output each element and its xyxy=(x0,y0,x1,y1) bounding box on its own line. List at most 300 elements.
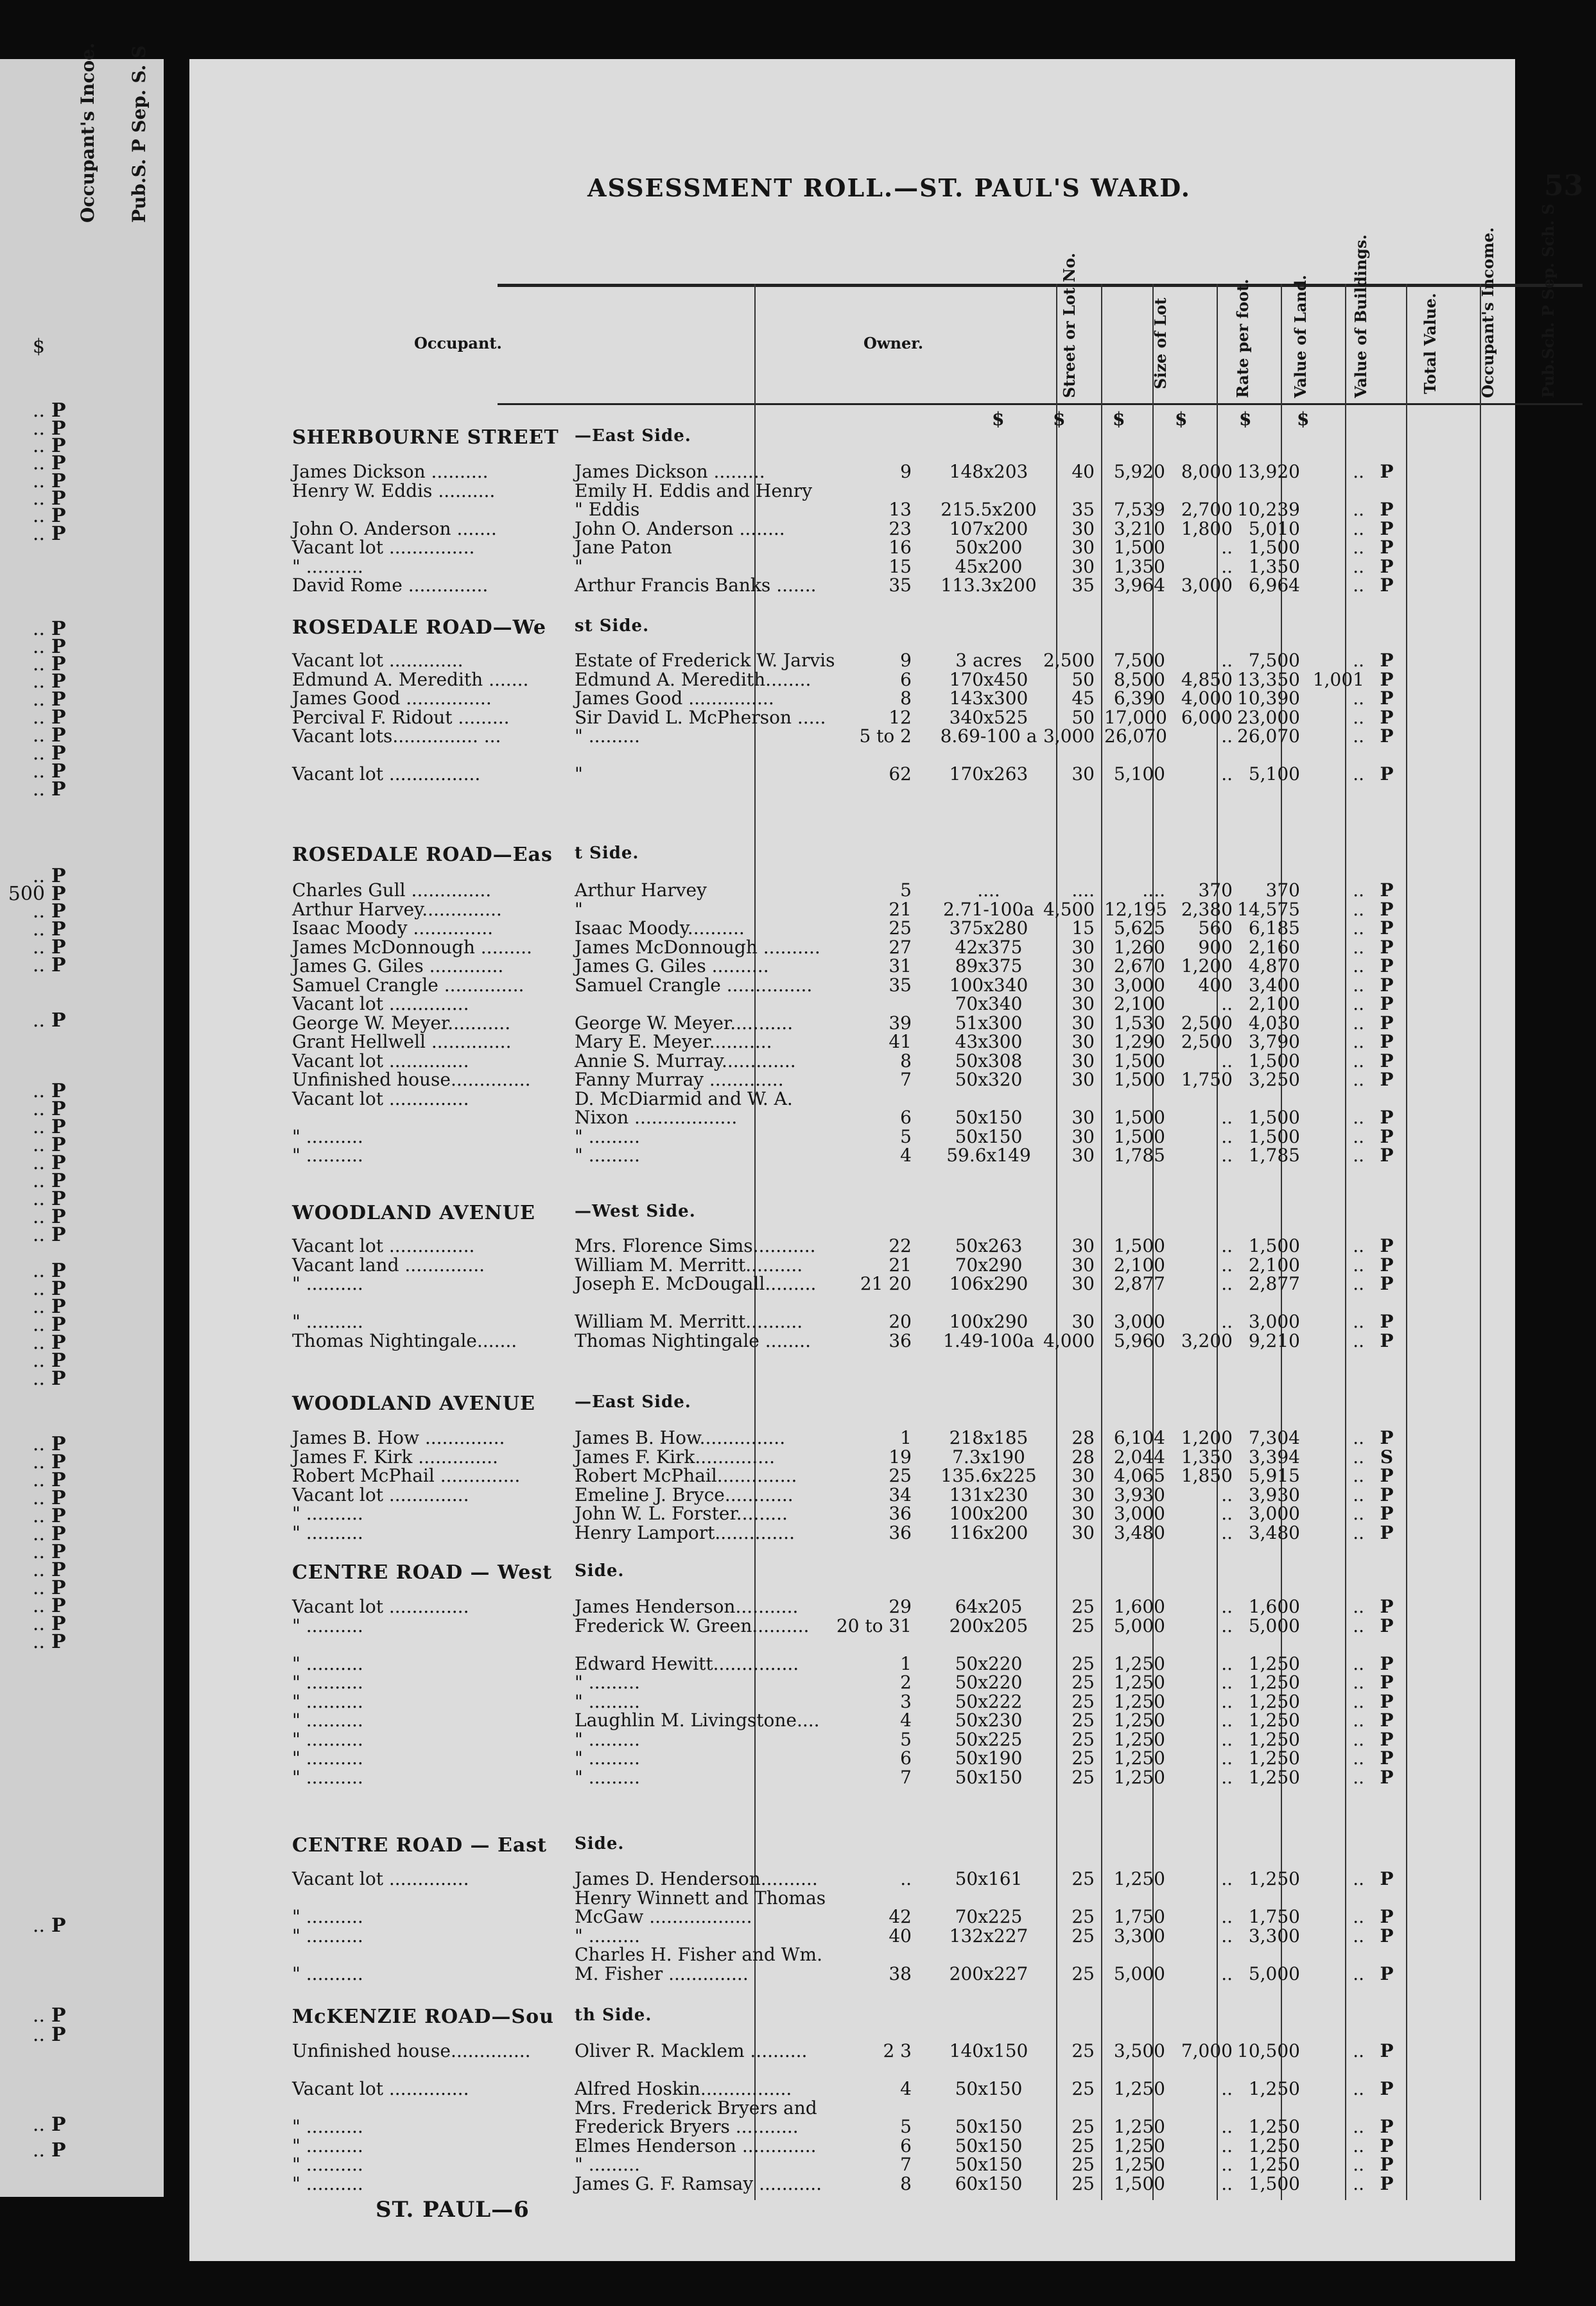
school-support-cell: P xyxy=(1380,725,1394,747)
left-dots: .. xyxy=(32,1595,45,1617)
total-value-cell: 3,250 xyxy=(1248,1069,1300,1090)
income-cell: .. xyxy=(1353,1615,1364,1636)
building-value-cell: .. xyxy=(1221,1766,1233,1788)
left-school-code: P xyxy=(51,670,66,693)
lot-number-cell: 2 3 xyxy=(883,2040,912,2061)
owner-cell: James G. Giles .......... xyxy=(575,955,769,976)
left-dots: .. xyxy=(32,1080,45,1102)
owner-cell: James B. How............... xyxy=(575,1427,786,1448)
left-school-code: P xyxy=(51,900,66,923)
left-dots: .. xyxy=(32,1469,45,1491)
dollar-sign: $ xyxy=(1053,408,1066,429)
school-support-cell: P xyxy=(1380,955,1394,976)
income-cell: .. xyxy=(1353,1273,1364,1294)
land-value-cell: 1,290 xyxy=(1113,1031,1165,1052)
left-dots: .. xyxy=(32,618,45,640)
building-value-cell: .. xyxy=(1221,2154,1233,2175)
land-value-cell: 1,250 xyxy=(1113,1868,1165,1889)
left-school-code: P xyxy=(51,1469,66,1491)
owner-cell: Nixon .................. xyxy=(575,1107,738,1128)
left-school-code: P xyxy=(51,1367,66,1390)
building-value-cell: 370 xyxy=(1198,880,1233,901)
left-school-code: P xyxy=(51,399,66,422)
school-support-cell: P xyxy=(1380,2116,1394,2137)
owner-cell: Edward Hewitt............... xyxy=(575,1652,799,1674)
total-value-cell: 7,500 xyxy=(1248,650,1300,671)
owner-cell: M. Fisher .............. xyxy=(575,1963,749,1984)
left-school-code: P xyxy=(51,1541,66,1563)
lot-size-cell: 375x280 xyxy=(949,917,1028,939)
table-row xyxy=(189,900,1515,919)
col-header-total: Total Value. xyxy=(1421,293,1439,394)
table-row xyxy=(189,1711,1515,1730)
land-value-cell: 8,500 xyxy=(1113,668,1165,690)
rate-cell: 30 xyxy=(1071,993,1095,1014)
col-header-school: Pub.Sch. P Sep. Sch. S xyxy=(1539,204,1557,398)
owner-cell: Annie S. Murray............. xyxy=(575,1050,796,1071)
rate-cell: 30 xyxy=(1071,1521,1095,1543)
occupant-cell: David Rome .............. xyxy=(292,575,489,596)
lot-size-cell: 51x300 xyxy=(955,1012,1023,1034)
table-row xyxy=(189,1274,1515,1294)
building-value-cell: .. xyxy=(1221,1652,1233,1674)
school-support-cell: P xyxy=(1380,974,1394,996)
school-support-cell: P xyxy=(1380,1868,1394,1889)
occupant-cell: Unfinished house.............. xyxy=(292,2040,531,2061)
section-side: —West Side. xyxy=(575,1202,696,1221)
income-cell: .. xyxy=(1353,499,1364,520)
school-support-cell: P xyxy=(1380,1615,1394,1636)
school-support-cell: P xyxy=(1380,2135,1394,2156)
left-income: 500 xyxy=(8,883,45,905)
lot-number-cell: 7 xyxy=(900,1766,912,1788)
table-row xyxy=(189,1768,1515,1787)
land-value-cell: 1,250 xyxy=(1113,1672,1165,1693)
income-cell: .. xyxy=(1353,1766,1364,1788)
lot-size-cell: 107x200 xyxy=(949,517,1028,539)
table-row xyxy=(189,1673,1515,1692)
lot-number-cell: 5 xyxy=(900,1125,912,1147)
left-school-code: P xyxy=(51,936,66,958)
land-value-cell: 3,000 xyxy=(1113,1503,1165,1524)
lot-number-cell: 4 xyxy=(900,1145,912,1166)
building-value-cell: 4,000 xyxy=(1181,688,1233,709)
occupant-cell: James McDonnough ......... xyxy=(292,936,532,958)
left-page-row xyxy=(0,636,154,658)
school-support-cell: P xyxy=(1380,1690,1394,1712)
total-value-cell: 1,250 xyxy=(1248,1690,1300,1712)
left-dots: .. xyxy=(32,1152,45,1174)
occupant-cell: " .......... xyxy=(292,1963,363,1984)
school-support-cell: P xyxy=(1380,763,1394,785)
school-support-cell: P xyxy=(1380,1031,1394,1052)
lot-size-cell: 70x225 xyxy=(955,1906,1023,1927)
section-street: ROSEDALE ROAD—We xyxy=(292,616,546,639)
building-value-cell: 1,800 xyxy=(1181,517,1233,539)
left-school-code: P xyxy=(51,505,66,527)
building-value-cell: .. xyxy=(1221,1125,1233,1147)
rate-cell: 50 xyxy=(1071,668,1095,690)
rate-cell: 30 xyxy=(1071,1465,1095,1486)
owner-cell: Alfred Hoskin................ xyxy=(575,2078,792,2099)
col-header-lot: Street or Lot No. xyxy=(1060,252,1079,398)
rate-cell: 25 xyxy=(1071,1728,1095,1750)
section-heading xyxy=(292,1561,625,1584)
land-value-cell: 1,500 xyxy=(1113,1125,1165,1147)
left-school-code: P xyxy=(51,618,66,640)
occupant-cell: Samuel Crangle .............. xyxy=(292,974,525,996)
school-support-cell: P xyxy=(1380,461,1394,482)
land-value-cell: 6,390 xyxy=(1113,688,1165,709)
left-dots: .. xyxy=(32,1313,45,1336)
left-dots: .. xyxy=(32,1613,45,1635)
building-value-cell: .. xyxy=(1221,1747,1233,1769)
school-support-cell: P xyxy=(1380,1906,1394,1927)
building-value-cell: 3,000 xyxy=(1181,575,1233,596)
school-support-cell: P xyxy=(1380,555,1394,577)
left-page-row xyxy=(0,1631,154,1653)
table-row xyxy=(189,1466,1515,1486)
col-header-occupant: Occupant. xyxy=(414,334,502,352)
occupant-cell: " .......... xyxy=(292,1728,363,1750)
left-school-code: P xyxy=(51,2139,66,2162)
left-page-row xyxy=(0,900,154,923)
owner-cell: Henry Lamport.............. xyxy=(575,1521,795,1543)
occupant-cell: Vacant lot ................ xyxy=(292,763,481,785)
lot-number-cell: 5 xyxy=(900,2116,912,2137)
school-support-cell: P xyxy=(1380,1050,1394,1071)
table-row xyxy=(189,1331,1515,1351)
school-support-cell: P xyxy=(1380,1330,1394,1351)
school-support-cell: P xyxy=(1380,917,1394,939)
left-page-row xyxy=(0,1349,154,1372)
lot-size-cell: 340x525 xyxy=(949,706,1028,728)
lot-size-cell: 50x222 xyxy=(955,1690,1023,1712)
occupant-cell: James Dickson .......... xyxy=(292,461,489,482)
total-value-cell: 1,250 xyxy=(1248,2116,1300,2137)
lot-number-cell: 7 xyxy=(900,2154,912,2175)
left-page-row xyxy=(0,742,154,765)
land-value-cell: 3,300 xyxy=(1113,1925,1165,1946)
lot-number-cell: 8 xyxy=(900,1050,912,1071)
lot-number-cell: 40 xyxy=(889,1925,912,1946)
total-value-cell: 1,250 xyxy=(1248,2154,1300,2175)
school-support-cell: P xyxy=(1380,1254,1394,1276)
total-value-cell: 14,575 xyxy=(1237,898,1300,920)
owner-cell: William M. Merritt.......... xyxy=(575,1311,803,1332)
lot-size-cell: 116x200 xyxy=(949,1521,1028,1543)
left-dots: .. xyxy=(32,1098,45,1120)
lot-number-cell: 2 xyxy=(900,1672,912,1693)
occupant-cell: " .......... xyxy=(292,1766,363,1788)
building-value-cell: 1,200 xyxy=(1181,955,1233,976)
left-school-code: P xyxy=(51,470,66,492)
occupant-cell: James Good ............... xyxy=(292,688,492,709)
left-page-row xyxy=(0,1367,154,1390)
owner-cell: Fanny Murray ............. xyxy=(575,1069,784,1090)
lot-size-cell: 50x150 xyxy=(955,1766,1023,1788)
left-school-code: P xyxy=(51,706,66,729)
land-value-cell: 3,210 xyxy=(1113,517,1165,539)
left-dots: .. xyxy=(32,865,45,887)
table-row xyxy=(189,881,1515,900)
land-value-cell: 1,350 xyxy=(1113,555,1165,577)
total-value-cell: 4,870 xyxy=(1248,955,1300,976)
left-page-row xyxy=(0,1080,154,1102)
land-value-cell: 1,250 xyxy=(1113,2116,1165,2137)
rate-cell: 35 xyxy=(1071,499,1095,520)
occupant-cell: " .......... xyxy=(292,1710,363,1731)
table-row xyxy=(189,1127,1515,1147)
left-page-row xyxy=(0,417,154,440)
land-value-cell: 1,250 xyxy=(1113,1710,1165,1731)
owner-cell: Joseph E. McDougall......... xyxy=(575,1273,817,1294)
land-value-cell: 1,250 xyxy=(1113,1747,1165,1769)
lot-number-cell: 36 xyxy=(889,1521,912,1543)
income-cell: .. xyxy=(1353,575,1364,596)
signature-footer: ST. PAUL—6 xyxy=(376,2197,530,2223)
lot-number-cell: 35 xyxy=(889,974,912,996)
school-support-cell: P xyxy=(1380,688,1394,709)
lot-number-cell: 1 xyxy=(900,1652,912,1674)
lot-number-cell: 21 xyxy=(889,1254,912,1276)
school-support-cell: P xyxy=(1380,1012,1394,1034)
left-dots: .. xyxy=(32,1331,45,1354)
left-school-code: P xyxy=(51,1098,66,1120)
land-value-cell: 5,000 xyxy=(1113,1963,1165,1984)
left-page-row xyxy=(0,1098,154,1120)
total-value-cell: 1,500 xyxy=(1248,1107,1300,1128)
occupant-cell: Edmund A. Meredith ....... xyxy=(292,668,529,690)
owner-cell: Edmund A. Meredith........ xyxy=(575,668,811,690)
lot-number-cell: 9 xyxy=(900,461,912,482)
total-value-cell: 1,750 xyxy=(1248,1906,1300,1927)
owner-cell: William M. Merritt.......... xyxy=(575,1254,803,1276)
table-row xyxy=(189,938,1515,957)
land-value-cell: 1,250 xyxy=(1113,1728,1165,1750)
lot-number-cell: 13 xyxy=(889,499,912,520)
occupant-cell: " .......... xyxy=(292,555,363,577)
table-row xyxy=(189,1654,1515,1674)
lot-number-cell: 1 xyxy=(900,1427,912,1448)
rate-cell: 25 xyxy=(1071,1710,1095,1731)
left-school-code: P xyxy=(51,1559,66,1581)
income-cell: .. xyxy=(1353,1069,1364,1090)
income-cell: .. xyxy=(1353,1596,1364,1617)
left-school-code: P xyxy=(51,1349,66,1372)
income-cell: .. xyxy=(1353,763,1364,785)
income-cell: .. xyxy=(1353,1747,1364,1769)
owner-cell: James F. Kirk.............. xyxy=(575,1446,776,1468)
owner-cell: " xyxy=(575,898,583,920)
owner-cell: Estate of Frederick W. Jarvis xyxy=(575,650,835,671)
total-value-cell: 1,250 xyxy=(1248,1728,1300,1750)
school-support-cell: P xyxy=(1380,1427,1394,1448)
left-dots: .. xyxy=(32,435,45,457)
left-dots: .. xyxy=(32,742,45,765)
left-school-code: P xyxy=(51,2113,66,2136)
left-school-code: P xyxy=(51,1224,66,1246)
rate-cell: 30 xyxy=(1071,1125,1095,1147)
occupant-cell: Henry W. Eddis .......... xyxy=(292,480,496,501)
total-value-cell: 6,964 xyxy=(1248,575,1300,596)
occupant-cell: Vacant lot ............. xyxy=(292,650,464,671)
building-value-cell: .. xyxy=(1221,1254,1233,1276)
section-heading xyxy=(292,1392,691,1415)
lot-size-cell: 50x150 xyxy=(955,2116,1023,2137)
land-value-cell: 1,785 xyxy=(1113,1145,1165,1166)
income-cell: .. xyxy=(1353,1672,1364,1693)
rate-cell: 30 xyxy=(1071,1012,1095,1034)
table-row xyxy=(189,1749,1515,1768)
total-value-cell: 3,480 xyxy=(1248,1521,1300,1543)
left-dollar-sign: $ xyxy=(32,335,45,358)
rate-cell: 30 xyxy=(1071,1050,1095,1071)
lot-size-cell: 43x300 xyxy=(955,1031,1023,1052)
col-header-size: Size of Lot xyxy=(1151,297,1170,390)
occupant-cell: " .......... xyxy=(292,1273,363,1294)
occupant-cell: " .......... xyxy=(292,1652,363,1674)
left-school-code: P xyxy=(51,1260,66,1282)
school-support-cell: P xyxy=(1380,1672,1394,1693)
school-support-cell: P xyxy=(1380,1710,1394,1731)
occupant-cell: Vacant lot .............. xyxy=(292,993,469,1014)
left-page-row xyxy=(0,1260,154,1282)
building-value-cell: 4,850 xyxy=(1181,668,1233,690)
lot-size-cell: 50x150 xyxy=(955,1125,1023,1147)
total-value-cell: 5,100 xyxy=(1248,763,1300,785)
col-header-buildings: Value of Buildings. xyxy=(1351,234,1370,398)
total-value-cell: 1,500 xyxy=(1248,1235,1300,1256)
left-school-code: P xyxy=(51,724,66,747)
occupant-cell: Vacant lot ............... xyxy=(292,1235,475,1256)
building-value-cell: .. xyxy=(1221,555,1233,577)
left-page-row xyxy=(0,688,154,711)
rate-cell: 30 xyxy=(1071,955,1095,976)
school-support-cell: P xyxy=(1380,2154,1394,2175)
table-row xyxy=(189,2117,1515,2137)
table-row xyxy=(189,1052,1515,1071)
left-dollar-row xyxy=(0,335,154,358)
land-value-cell: 2,877 xyxy=(1113,1273,1165,1294)
owner-cell: Sir David L. McPherson ..... xyxy=(575,706,826,728)
left-school-code: P xyxy=(51,1313,66,1336)
total-value-cell: 5,915 xyxy=(1248,1465,1300,1486)
section-side: t Side. xyxy=(575,844,639,863)
left-page-row xyxy=(0,435,154,457)
occupant-cell: Grant Hellwell .............. xyxy=(292,1031,512,1052)
school-support-cell: P xyxy=(1380,1747,1394,1769)
income-cell: .. xyxy=(1353,2040,1364,2061)
left-page-row xyxy=(0,399,154,422)
left-page-row xyxy=(0,954,154,976)
left-page-row xyxy=(0,2024,154,2046)
left-page-row xyxy=(0,618,154,640)
building-value-cell: 560 xyxy=(1198,917,1233,939)
total-value-cell: 13,920 xyxy=(1237,461,1300,482)
total-value-cell: 3,930 xyxy=(1248,1484,1300,1505)
school-support-cell: P xyxy=(1380,1596,1394,1617)
school-support-cell: P xyxy=(1380,706,1394,728)
left-school-code: P xyxy=(51,742,66,765)
left-dots: .. xyxy=(32,2139,45,2162)
land-value-cell: 1,250 xyxy=(1113,2078,1165,2099)
left-dots: .. xyxy=(32,1367,45,1390)
left-dots: .. xyxy=(32,1260,45,1282)
rate-cell: 25 xyxy=(1071,1615,1095,1636)
rate-cell: 30 xyxy=(1071,1069,1095,1090)
income-cell: .. xyxy=(1353,1012,1364,1034)
rate-cell: 25 xyxy=(1071,1906,1095,1927)
left-school-code: P xyxy=(51,417,66,440)
left-school-code: P xyxy=(51,1278,66,1300)
school-support-cell: P xyxy=(1380,1503,1394,1524)
lot-number-cell: 20 xyxy=(889,1311,912,1332)
lot-size-cell: 59.6x149 xyxy=(946,1145,1031,1166)
rate-cell: 30 xyxy=(1071,1484,1095,1505)
income-cell: .. xyxy=(1353,1728,1364,1750)
total-value-cell: 370 xyxy=(1265,880,1300,901)
school-support-cell: P xyxy=(1380,936,1394,958)
left-dots: .. xyxy=(32,1116,45,1138)
income-cell: .. xyxy=(1353,517,1364,539)
occupant-cell: " .......... xyxy=(292,1906,363,1927)
left-page-row xyxy=(0,1523,154,1545)
income-cell: .. xyxy=(1353,2116,1364,2137)
table-row xyxy=(189,1692,1515,1712)
owner-cell: Jane Paton xyxy=(575,537,672,558)
lot-number-cell: 25 xyxy=(889,917,912,939)
land-value-cell: 2,100 xyxy=(1113,1254,1165,1276)
occupant-cell: Thomas Nightingale....... xyxy=(292,1330,517,1351)
total-value-cell: 1,250 xyxy=(1248,1766,1300,1788)
section-heading xyxy=(292,616,650,639)
land-value-cell: 5,625 xyxy=(1113,917,1165,939)
owner-cell: Frederick W. Green.......... xyxy=(575,1615,810,1636)
land-value-cell: 1,500 xyxy=(1113,537,1165,558)
rate-cell: 25 xyxy=(1071,2154,1095,2175)
table-row xyxy=(189,1312,1515,1331)
building-value-cell: 900 xyxy=(1198,936,1233,958)
building-value-cell: 2,500 xyxy=(1181,1012,1233,1034)
col-header-land: Value of Land. xyxy=(1291,275,1310,398)
left-school-code: P xyxy=(51,760,66,783)
occupant-cell: " .......... xyxy=(292,1615,363,1636)
table-row xyxy=(189,2079,1515,2099)
school-support-cell: P xyxy=(1380,2078,1394,2099)
school-support-cell: P xyxy=(1380,880,1394,901)
lot-size-cell: 50x263 xyxy=(955,1235,1023,1256)
land-value-cell: 7,500 xyxy=(1113,650,1165,671)
land-value-cell: 1,250 xyxy=(1113,2135,1165,2156)
lot-number-cell: 8 xyxy=(900,688,912,709)
building-value-cell: .. xyxy=(1221,1484,1233,1505)
table-row xyxy=(189,481,1515,501)
section-heading xyxy=(292,426,691,449)
occupant-cell: Unfinished house.............. xyxy=(292,1069,531,1090)
header-rule-top xyxy=(498,284,1583,287)
lot-number-cell: 5 xyxy=(900,880,912,901)
left-page-row xyxy=(0,778,154,801)
left-school-code: P xyxy=(51,523,66,545)
left-dots: .. xyxy=(32,1433,45,1455)
total-value-cell: 1,250 xyxy=(1248,1747,1300,1769)
total-value-cell: 1,500 xyxy=(1248,1050,1300,1071)
lot-size-cell: 200x205 xyxy=(949,1615,1028,1636)
school-support-cell: P xyxy=(1380,1125,1394,1147)
occupant-cell: " .......... xyxy=(292,1125,363,1147)
section-side: Side. xyxy=(575,1834,625,1853)
